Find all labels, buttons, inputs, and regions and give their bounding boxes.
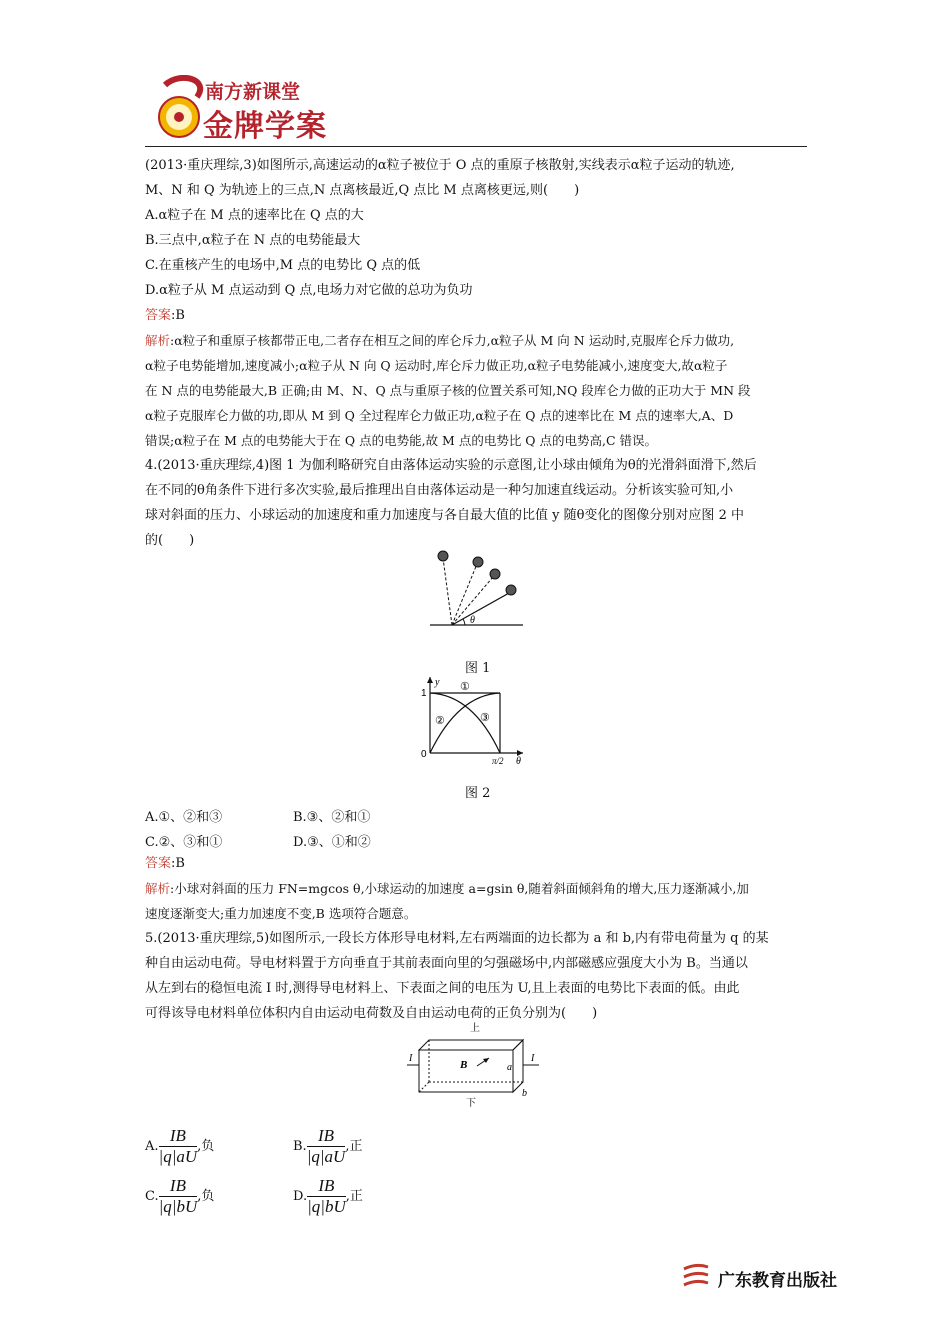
svg-text:上: 上 [470, 1023, 480, 1034]
q3-answer [145, 308, 185, 324]
q4-option-d: D.③、①和② [293, 835, 371, 850]
svg-text:I: I [531, 1053, 535, 1064]
q3-option-d: D.α粒子从 M 点运动到 Q 点,电场力对它做的总功为负功 [145, 283, 473, 298]
answer-label: 答案 [145, 856, 172, 871]
svg-text:②: ② [435, 714, 445, 727]
answer-label: 答案 [145, 308, 172, 323]
fraction: $\frac{IB}{|q|bU}$ [307, 1176, 346, 1216]
conductor-block-diagram [405, 1020, 545, 1110]
figure-2-graph [418, 673, 528, 768]
fraction: $\frac{IB}{|q|aU}$ [158, 1126, 198, 1166]
q4-stem-line4: 的( ) [145, 533, 195, 548]
svg-text:1: 1 [421, 688, 427, 699]
q5-option-a: A. $\frac{IB}{|q|aU}$ ,负 [145, 1126, 215, 1166]
q4-explanation-line2: 速度逐渐变大;重力加速度不变,B 选项符合题意。 [145, 906, 417, 921]
svg-text:θ: θ [516, 756, 521, 767]
q5-stem-line1: 5.(2013·重庆理综,5)如图所示,一段长方体形导电材料,左右两端面的边长都为 a 和 b,内有带电荷量为 q 的某 [145, 931, 769, 946]
q4-option-c: C.②、③和① [145, 835, 223, 850]
explanation-label: 解析 [145, 333, 171, 348]
publisher-logo-icon [680, 1263, 712, 1291]
svg-text:③: ③ [480, 711, 490, 724]
fraction: $\frac{IB}{|q|bU}$ [158, 1176, 198, 1216]
q3-stem-line2: M、N 和 Q 为轨迹上的三点,N 点离核最近,Q 点比 M 点离核更远,则( ) [145, 183, 580, 198]
q3-explanation-line2: α粒子电势能增加,速度减小;α粒子从 N 向 Q 运动时,库仑斥力做正功,α粒子电势能减小,速度变大,故α粒子 [145, 358, 728, 373]
logo-title: 南方新课堂 [205, 81, 301, 103]
header-logo [155, 75, 355, 145]
q4-answer [145, 856, 185, 872]
header-divider [145, 146, 807, 147]
q5-option-c: C. $\frac{IB}{|q|bU}$ ,负 [145, 1176, 215, 1216]
svg-text:y: y [435, 677, 440, 688]
q3-option-c: C.在重核产生的电场中,M 点的电势比 Q 点的低 [145, 258, 421, 273]
q3-option-b: B.三点中,α粒子在 N 点的电势能最大 [145, 233, 361, 248]
svg-text:I: I [409, 1053, 413, 1064]
figure-1-caption: 图 1 [465, 661, 491, 676]
q3-explanation-line1: 解析:α粒子和重原子核都带正电,二者存在相互之间的库仑斥力,α粒子从 M 向 N 运动时,克服库仑斥力做功, [145, 333, 735, 348]
publisher-name: 广东教育出版社 [718, 1271, 837, 1291]
q3-option-a: A.α粒子在 M 点的速率比在 Q 点的大 [145, 208, 364, 223]
figure-1-incline-diagram [425, 546, 525, 630]
q5-stem-line2: 种自由运动电荷。导电材料置于方向垂直于其前表面向里的匀强磁场中,内部磁感应强度大小为 B。当通以 [145, 956, 748, 971]
q4-option-a: A.①、②和③ [145, 810, 223, 825]
q3-explanation-line3: 在 N 点的电势能最大,B 正确;由 M、N、Q 点与重原子核的位置关系可知,NQ 段库仑力做的正功大于 MN 段 [145, 383, 751, 398]
svg-text:b: b [522, 1088, 527, 1099]
q5-option-d: D. $\frac{IB}{|q|bU}$ ,正 [293, 1176, 363, 1216]
svg-text:B: B [460, 1059, 468, 1071]
svg-text:a: a [507, 1062, 512, 1073]
q3-explanation-line5: 错误;α粒子在 M 点的电势能大于在 Q 点的电势能,故 M 点的电势比 Q 点的电势高,C 错误。 [145, 433, 658, 448]
answer-value: :B [171, 308, 185, 323]
q5-stem-line3: 从左到右的稳恒电流 I 时,测得导电材料上、下表面之间的电压为 U,且上表面的电势比下表面的低。由此 [145, 981, 740, 996]
answer-value: :B [171, 856, 185, 871]
q4-stem-line2: 在不同的θ角条件下进行多次实验,最后推理出自由落体运动是一种匀加速直线运动。分析该实验可知,小 [145, 483, 734, 498]
svg-text:下: 下 [466, 1098, 476, 1109]
svg-text:θ: θ [470, 615, 475, 626]
q4-stem-line3: 球对斜面的压力、小球运动的加速度和重力加速度与各自最大值的比值 y 随θ变化的图像分别对应图 2 中 [145, 508, 744, 523]
svg-text:π/2: π/2 [492, 756, 504, 766]
figure-2-caption: 图 2 [465, 786, 491, 801]
svg-text:①: ① [460, 680, 470, 693]
q5-stem-line4: 可得该导电材料单位体积内自由运动电荷数及自由运动电荷的正负分别为( ) [145, 1006, 598, 1021]
fraction: $\frac{IB}{|q|aU}$ [306, 1126, 346, 1166]
q3-explanation-line4: α粒子克服库仑力做的功,即从 M 到 Q 全过程库仑力做正功,α粒子在 Q 点的速率比在 M 点的速率大,A、D [145, 408, 734, 423]
svg-text:0: 0 [421, 749, 427, 760]
explanation-label: 解析 [145, 881, 171, 896]
q4-stem-line1: 4.(2013·重庆理综,4)图 1 为伽利略研究自由落体运动实验的示意图,让小球由倾角为θ的光滑斜面滑下,然后 [145, 458, 757, 473]
q3-stem-line1: (2013·重庆理综,3)如图所示,高速运动的α粒子被位于 O 点的重原子核散射,实线表示α粒子运动的轨迹, [145, 158, 735, 173]
q5-option-b: B. $\frac{IB}{|q|aU}$ ,正 [293, 1126, 363, 1166]
q4-explanation-line1: 解析:小球对斜面的压力 FN=mgcos θ,小球运动的加速度 a=gsin θ,随着斜面倾斜角的增大,压力逐渐减小,加 [145, 881, 749, 896]
logo-brand: 金牌学案 [203, 109, 327, 144]
q4-option-b: B.③、②和① [293, 810, 371, 825]
